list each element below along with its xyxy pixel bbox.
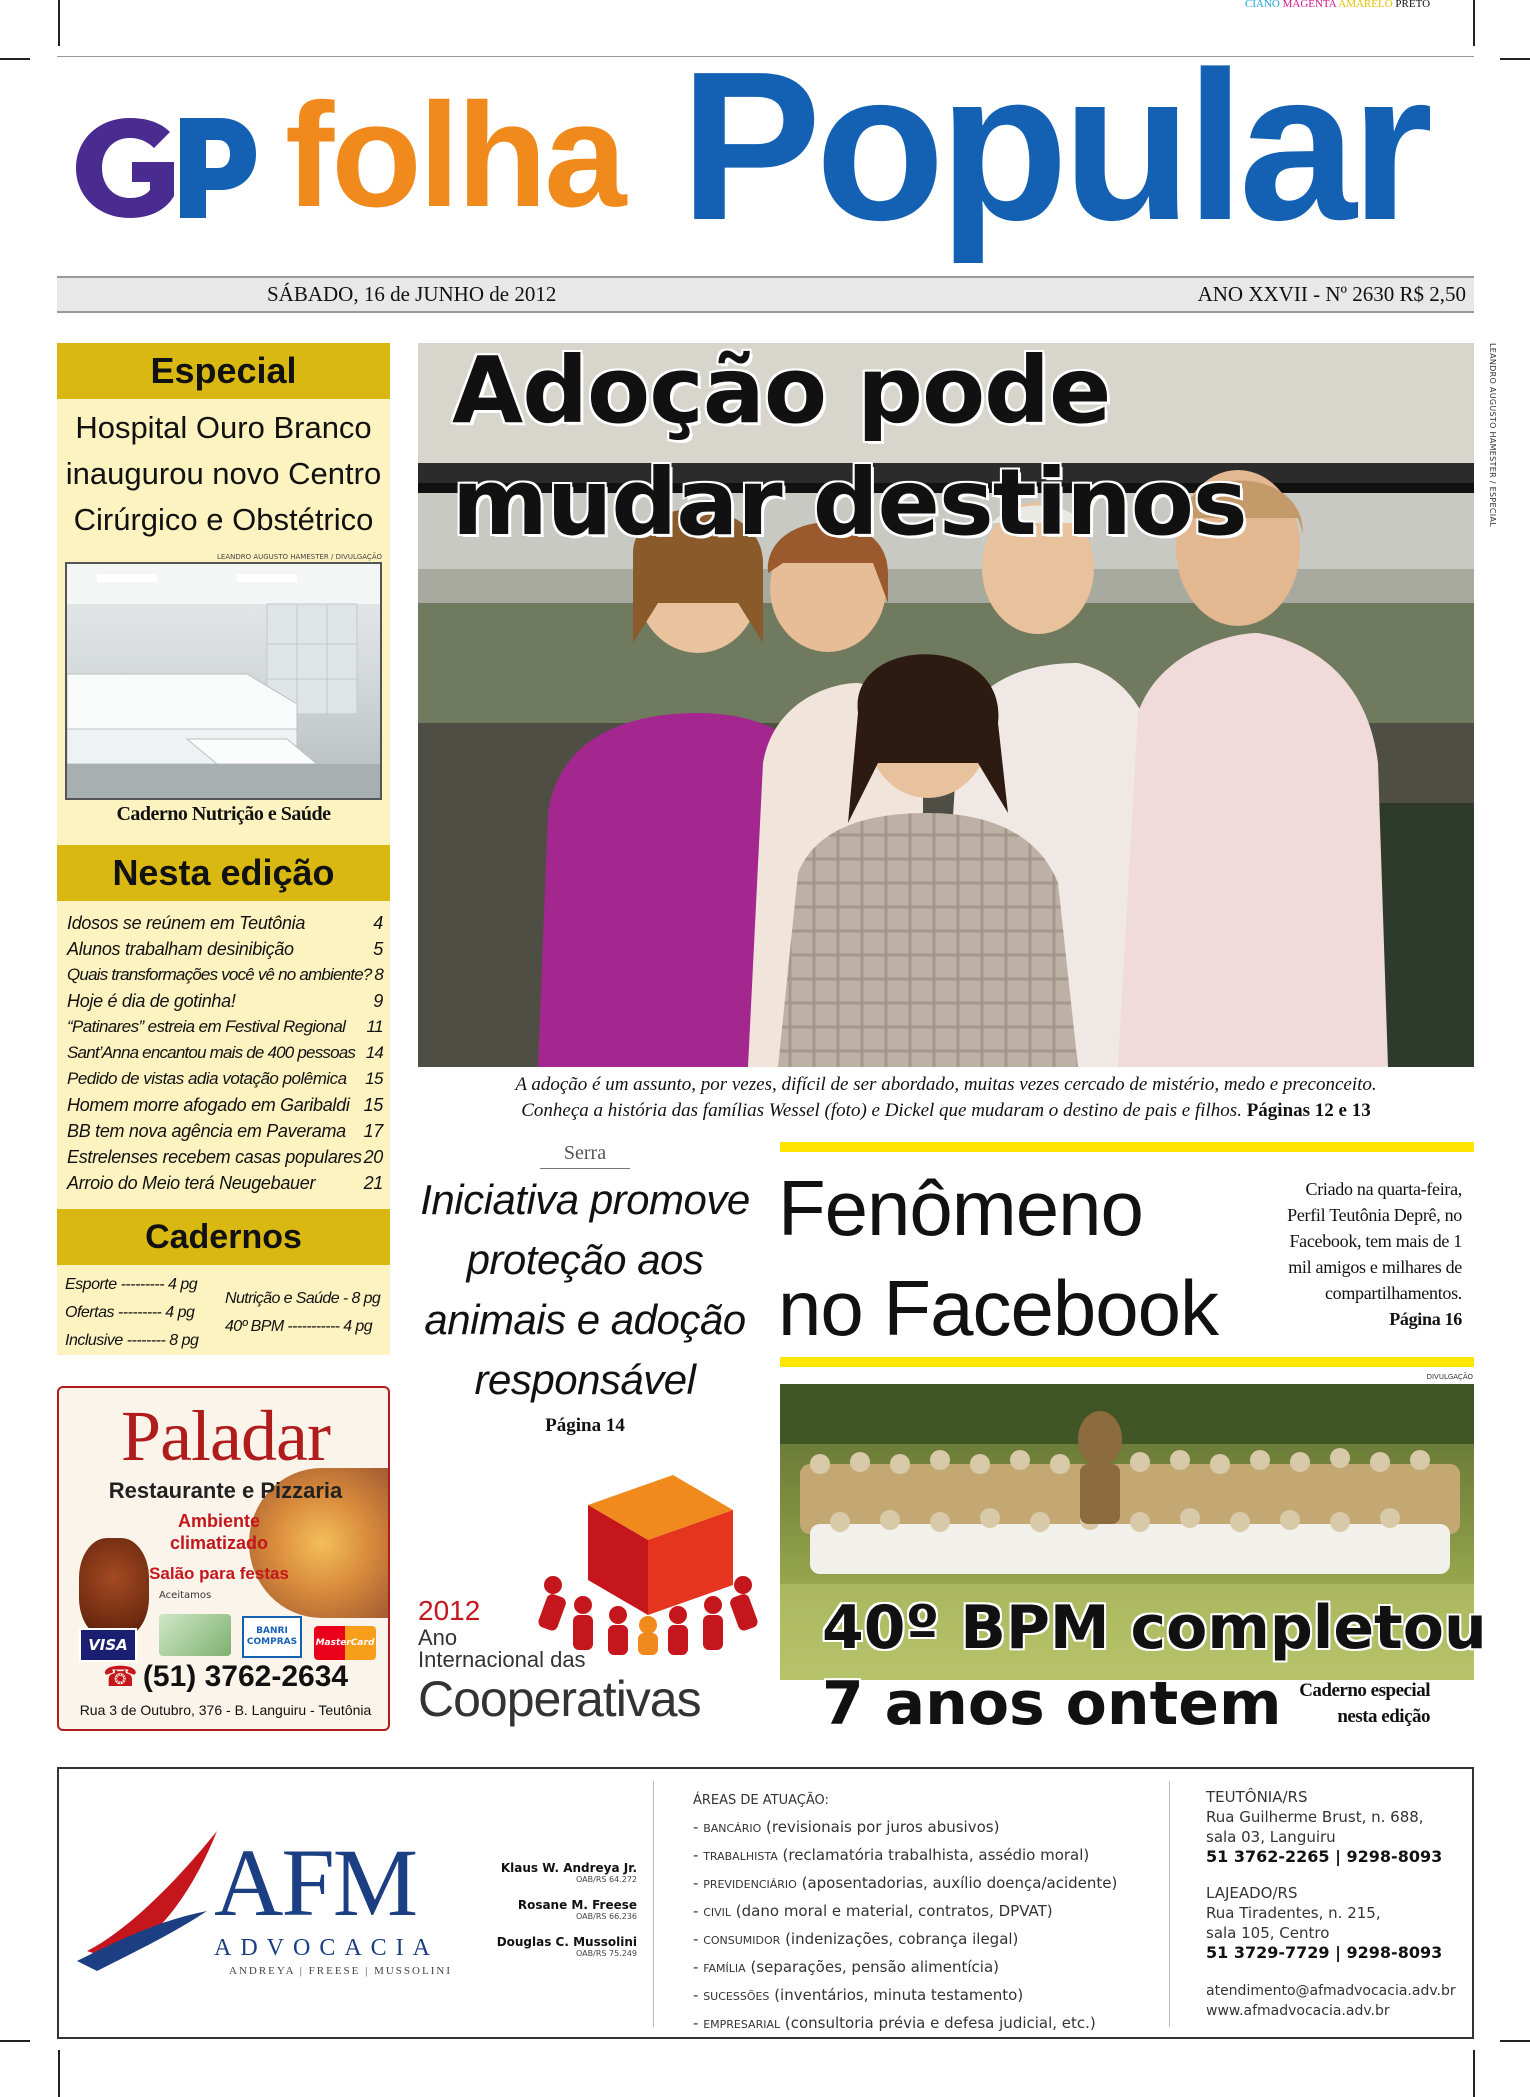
afm-area-name: FAMÍLIA [703,1962,746,1975]
afm-area-item: - FAMÍLIA (separações, pensão alimentícia) [693,1958,1000,1976]
especial-title [57,405,390,543]
afm-area-desc: (dano moral e material, contratos, DPVAT) [735,1902,1053,1920]
main-headline-line: Adoção pode [452,337,1111,444]
toc-item-page: 5 [373,939,383,959]
paladar-ad[interactable] [57,1386,390,1731]
main-caption-line: A adoção é um assunto, por vezes, difícil de ser abordado, muitas vezes cercado de mistério, medo e preconceito. [515,1074,1377,1095]
edition-date: SÁBADO, 16 de JUNHO de 2012 [267,282,557,306]
gp-logo [70,110,260,225]
afm-lawyers [487,1861,637,1958]
lawyer-oab: OAB/RS 75.249 [576,1949,637,1958]
especial-header: Especial [57,343,390,399]
phone-icon: ☎ [102,1660,138,1693]
office-address: Rua Tiradentes, n. 215, [1206,1904,1381,1922]
office-address: sala 03, Languiru [1206,1828,1336,1846]
toc-item-page: 15 [363,1095,383,1115]
afm-area-desc: (indenizações, cobrança ilegal) [785,1930,1019,1948]
coop-line-2: Internacional das [418,1647,586,1672]
main-headline[interactable] [452,335,1247,559]
paladar-ambiente [119,1510,319,1554]
coop-line-3: Cooperativas [418,1671,701,1727]
office-phones[interactable]: 51 3762-2265 | 9298-8093 [1206,1847,1443,1866]
toc-item-title: Quais transformações você vê no ambiente? [67,965,372,984]
afm-area-desc: (revisionais por juros abusivos) [766,1818,1000,1836]
toc-item-page: 17 [363,1121,383,1141]
crop-mark [0,2040,30,2042]
toc-item[interactable] [67,1121,383,1142]
facebook-text [1215,1176,1462,1332]
cadernos-list-right [225,1285,380,1341]
crop-mark [1500,2040,1530,2042]
paladar-line: climatizado [169,1533,269,1553]
card-generic-icon [159,1614,231,1656]
afm-logo-names: ANDREYA | FREESE | MUSSOLINI [229,1965,452,1977]
toc-item-page: 11 [366,1017,383,1036]
crop-mark [58,0,60,46]
toc-item-page: 15 [365,1069,383,1088]
facebook-title[interactable] [778,1158,1218,1358]
toc-item-page: 21 [363,1173,383,1193]
office-city: TEUTÔNIA/RS [1206,1788,1308,1806]
card-label: BANRI COMPRAS [246,1626,298,1647]
cooperativas-logo [418,1465,758,1735]
afm-areas [693,1787,1117,2038]
lawyer-oab: OAB/RS 64.272 [576,1875,637,1884]
toc-item-page: 14 [365,1043,383,1062]
afm-divider [653,1781,654,2027]
paladar-line: Ambiente [177,1511,260,1531]
lawyer-name: Klaus W. Andreya Jr. [500,1861,637,1875]
especial-photo-credit: LEANDRO AUGUSTO HAMESTER / DIVULGAÇÃO [217,553,382,561]
caderno-item[interactable]: Nutrição e Saúde - 8 pg [225,1290,381,1307]
afm-area-item: - SUCESSÕES (inventários, minuta testamento) [693,1986,1024,2004]
cube-people-icon [533,1465,763,1655]
toc-item[interactable] [67,1017,383,1037]
print-color-cyan: CIANO [1245,0,1280,10]
sidebar [57,343,390,1355]
crop-mark [1473,2050,1475,2097]
coop-line-1: Ano [418,1625,458,1650]
paladar-phone-row [59,1660,390,1694]
especial-photo [65,562,382,800]
bpm-headline-line: 40º BPM completou [822,1593,1487,1663]
card-label: MasterCard [315,1638,375,1648]
cadernos-header: Cadernos [57,1209,390,1265]
toc-item[interactable] [67,939,383,960]
lawyer-oab: OAB/RS 66.236 [576,1912,637,1921]
serra-kicker-rule [540,1168,630,1169]
print-color-bar [1245,0,1430,10]
main-photo-credit: LEANDRO AUGUSTO HAMESTER / ESPECIAL [1488,343,1497,527]
facebook-bottom-rule [780,1357,1474,1367]
main-caption-line-2 [418,1098,1474,1124]
toc-item-title: Sant’Anna encantou mais de 400 pessoas [67,1043,356,1062]
afm-logo-text: AFM [214,1829,417,1936]
hospital-room-illustration [67,564,380,798]
afm-areas-title: ÁREAS DE ATUAÇÃO: [693,1793,829,1808]
afm-area-desc: (aposentadorias, auxílio doença/acidente) [801,1874,1118,1892]
serra-title-line: responsável [474,1356,696,1403]
facebook-page[interactable]: Página 16 [1389,1309,1462,1329]
nesta-edicao-header: Nesta edição [57,845,390,901]
dateline [57,276,1474,313]
print-color-black: PRETO [1395,0,1431,10]
logo-folha: folha [285,73,624,238]
afm-offices [1206,1787,1456,2021]
crop-mark [58,2050,60,2097]
afm-area-item: - CONSUMIDOR (indenizações, cobrança ilegal) [693,1930,1019,1948]
paladar-accepts: Aceitamos [159,1590,212,1601]
afm-area-item: - EMPRESARIAL (consultoria prévia e defesa judicial, etc.) [693,2014,1096,2032]
office-phones[interactable]: 51 3729-7729 | 9298-8093 [1206,1943,1443,1962]
caderno-item[interactable]: Inclusive -------- 8 pg [65,1332,199,1349]
toc-item-title: Estrelenses recebem casas populares [67,1147,362,1167]
paladar-subtitle: Restaurante e Pizzaria [108,1478,343,1503]
toc-item-title: Homem morre afogado em Garibaldi [67,1095,350,1115]
main-caption-pages[interactable]: Páginas 12 e 13 [1246,1100,1371,1121]
facebook-text-line: Facebook, tem mais de 1 [1289,1231,1462,1251]
main-caption [418,1072,1474,1124]
print-color-yellow: AMARELO [1338,0,1393,10]
card-visa-icon [79,1628,137,1662]
bpm-photo-credit: DIVULGAÇÃO [1426,1373,1473,1381]
facebook-text-line: compartilhamentos. [1324,1283,1462,1303]
serra-title-line: Iniciativa promove [420,1176,750,1223]
toc-item[interactable] [67,913,383,934]
crop-mark [1473,0,1475,46]
afm-area-name: PREVIDENCIÁRIO [703,1878,797,1891]
coop-year: 2012 [418,1595,481,1626]
serra-title-line: animais e adoção [424,1296,746,1343]
afm-logo-sub: ADVOCACIA [214,1935,439,1961]
afm-area-item: - BANCÁRIO (revisionais por juros abusivos) [693,1818,1000,1836]
serra-kicker: Serra [563,1142,607,1164]
toc-item[interactable] [67,1173,383,1194]
especial-caption: Caderno Nutrição e Saúde [116,803,331,825]
toc-item-title: BB tem nova agência em Paverama [67,1121,346,1141]
especial-title-line: Hospital Ouro Branco [75,410,372,445]
main-headline-line: mudar destinos [452,449,1247,556]
cadernos-list-left [65,1271,198,1355]
card-banri-icon [242,1616,302,1658]
afm-area-name: SUCESSÕES [703,1990,770,2003]
afm-email[interactable]: atendimento@afmadvocacia.adv.br [1206,1983,1456,1999]
toc-item-page: 8 [374,965,383,984]
afm-divider [1169,1781,1170,2027]
office-address: Rua Guilherme Brust, n. 688, [1206,1808,1424,1826]
bpm-note[interactable] [1225,1678,1430,1730]
afm-ad[interactable] [57,1767,1474,2039]
afm-area-item: - CIVIL (dano moral e material, contratos, DPVAT) [693,1902,1053,1920]
facebook-title-line: Fenômeno [778,1164,1143,1252]
caderno-item[interactable]: Ofertas --------- 4 pg [65,1304,195,1321]
caderno-item[interactable]: 40º BPM ----------- 4 pg [225,1318,372,1335]
toc-item-title: Hoje é dia de gotinha! [67,991,236,1011]
paladar-phone: (51) 3762-2634 [142,1660,349,1693]
afm-area-item: - PREVIDENCIÁRIO (aposentadorias, auxílio doença/acidente) [693,1874,1118,1892]
afm-website[interactable]: www.afmadvocacia.adv.br [1206,2003,1390,2019]
card-label: VISA [88,1636,128,1654]
toc-item-title: Idosos se reúnem em Teutônia [67,913,306,933]
especial-title-line: Cirúrgico e Obstétrico [73,502,374,537]
toc-item-page: 20 [363,1147,383,1167]
afm-area-desc: (reclamatória trabalhista, assédio moral) [782,1846,1090,1864]
facebook-text-line: Perfil Teutônia Deprê, no [1287,1205,1462,1225]
bpm-headline-line: 7 anos ontem [822,1669,1282,1739]
logo-popular: Popular [680,27,1428,264]
office-address: sala 105, Centro [1206,1924,1330,1942]
especial-title-line: inaugurou novo Centro [65,456,382,491]
afm-area-desc: (consultoria prévia e defesa judicial, etc.) [784,2014,1096,2032]
toc-item-title: Alunos trabalham desinibição [67,939,294,959]
facebook-top-rule [780,1142,1474,1152]
serra-title[interactable] [410,1170,760,1410]
crop-mark [1500,58,1530,60]
paladar-address: Rua 3 de Outubro, 376 - B. Languiru - Teutônia [79,1702,372,1718]
toc-item[interactable] [67,1069,383,1089]
afm-area-name: CIVIL [703,1906,732,1919]
afm-area-desc: (inventários, minuta testamento) [774,1986,1024,2004]
toc-item[interactable] [67,991,383,1012]
gp-logo-icon [70,110,260,225]
toc-item-title: Arroio do Meio terá Neugebauer [67,1173,316,1193]
main-caption-text: Conheça a história das famílias Wessel (foto) e Dickel que mudaram o destino de pais e filhos. [521,1100,1242,1121]
lawyer-name: Rosane M. Freese [517,1898,637,1912]
serra-page[interactable]: Página 14 [545,1415,625,1436]
edition-issue: ANO XXVII - Nº 2630 R$ 2,50 [1197,282,1466,306]
toc-item[interactable] [67,965,383,985]
afm-area-item: - TRABALHISTA (reclamatória trabalhista, assédio moral) [693,1846,1090,1864]
afm-area-name: EMPRESARIAL [703,2018,781,2031]
afm-area-name: BANCÁRIO [703,1822,762,1835]
bpm-note-line: nesta edição [1337,1706,1430,1727]
lawyer-name: Douglas C. Mussolini [496,1935,637,1949]
paladar-name: Paladar [121,1396,330,1476]
facebook-title-line: no Facebook [778,1264,1218,1352]
toc-item-title: Pedido de vistas adia votação polêmica [67,1069,347,1088]
caderno-item[interactable]: Esporte --------- 4 pg [65,1276,198,1293]
afm-area-name: TRABALHISTA [703,1850,778,1863]
toc-item-page: 9 [373,991,383,1011]
toc-item[interactable] [67,1043,383,1063]
afm-area-name: CONSUMIDOR [703,1934,781,1947]
card-mastercard-icon [314,1626,376,1660]
office-city: LAJEADO/RS [1206,1884,1298,1902]
afm-area-desc: (separações, pensão alimentícia) [750,1958,1000,1976]
crop-mark [0,58,30,60]
bpm-note-line: Caderno especial [1299,1680,1430,1701]
paladar-salao: Salão para festas [149,1564,289,1583]
toc-item[interactable] [67,1095,383,1116]
facebook-text-line: Criado na quarta-feira, [1305,1179,1462,1199]
toc-item-title: “Patinares” estreia em Festival Regional [67,1017,346,1036]
print-color-magenta: MAGENTA [1282,0,1337,10]
toc-item-page: 4 [373,913,383,933]
facebook-text-line: mil amigos e milhares de [1288,1257,1462,1277]
serra-title-line: proteção aos [466,1236,704,1283]
